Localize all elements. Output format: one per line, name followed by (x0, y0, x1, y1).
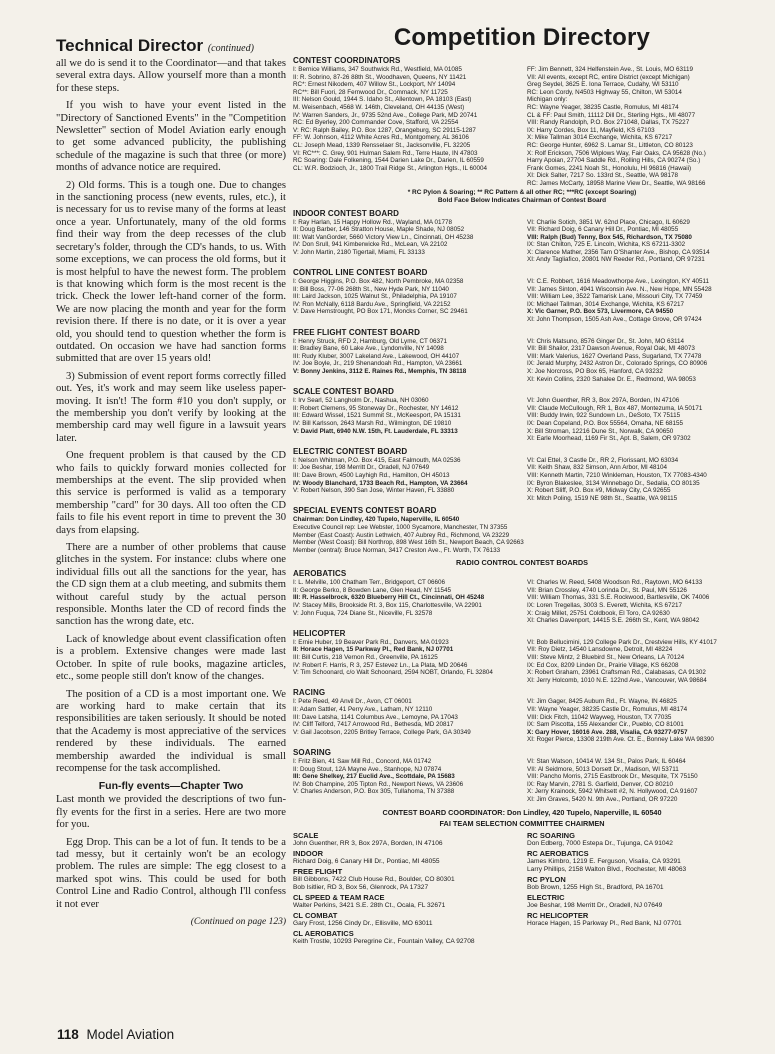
coordinator-line: X: Mike Tallman 3014 Exchange, Wichita, KS 67217 (527, 134, 673, 142)
paragraph: Lack of knowledge about event classification often is a problem. Extensive changes were made last October. In spite of rule books, magazine articles, etc., some people still don't know of the changes. (56, 633, 286, 683)
member-line: IV: Woody Blanchard, 1733 Beach Rd., Hampton, VA 23664 (293, 479, 468, 487)
contest-boards (293, 209, 751, 503)
member-line: X: Vic Garner, P.O. Box 573, Livermore, CA 94550 (527, 308, 674, 316)
member-line: VIII: Pancho Morris, 2715 Eastbrook Dr., Mesquite, TX 75150 (527, 773, 698, 781)
member-line: XI: Earle Moorhead, 1169 Fir St., Apt. B, Salem, OR 97302 (527, 435, 691, 443)
board-title: SPECIAL EVENTS CONTEST BOARD (293, 506, 437, 516)
member-line: Member (East Coast): Austin Lethwich, 407 Aubrey Rd., Richmond, VA 23229 (293, 531, 510, 539)
coordinator-line: FF: Jim Bennett, 324 Helfenstein Ave., St. Louis, MO 63119 (527, 66, 694, 73)
magazine-name: Model Aviation (86, 1027, 175, 1042)
member-line: VII: Wayne Yeager, 38235 Castle Dr., Romulus, MI 48174 (527, 706, 688, 713)
member-line: X: Robert Sliff, P.O. Box #9, Midway City, CA 92655 (527, 487, 671, 495)
member-line: V: Robert Nelson, 390 San Jose, Winter Haven, FL 33880 (293, 487, 455, 495)
member-line: IX: Sam Piscotta, 155 Alexander Cir., Pueblo, CO 81001 (527, 721, 684, 729)
member-line: VIII: Ralph (Bud) Tenny, Box 545, Richardson, TX 75080 (527, 233, 692, 241)
member-line: II: Bill Boss, 77-06 268th St., New Hyde Park, NY 11040 (293, 285, 449, 293)
subhead: Fun-fly events—Chapter Two (98, 780, 244, 793)
board-title: CONTEST COORDINATORS (293, 56, 401, 65)
board-title: SCALE CONTEST BOARD (293, 387, 395, 397)
member-line: Chairman: Don Lindley, 420 Tupelo, Naperville, IL 60540 (293, 516, 460, 524)
fai-category: INDOOR (293, 848, 323, 858)
member-line: V: John Martin, 2180 Tigertail, Miami, FL 33133 (293, 248, 425, 256)
board-column (293, 698, 517, 744)
coordinator-line: V: RC: Ralph Bailey, P.O. Box 1287, Orangeburg, SC 29115-1287 (293, 126, 476, 134)
member-line: III: Laird Jackson, 1025 Walnut St., Philadelphia, PA 19107 (293, 293, 457, 301)
contest-board (293, 688, 751, 744)
fai-chairman: Horace Hagen, 15 Parkway Pl., Red Bank, NJ 07701 (527, 919, 682, 927)
member-line: I: Irv Searl, 52 Langholm Dr., Nashua, NH 03060 (293, 397, 429, 405)
coordinator-line: I: Bernice Williams, 347 Southwick Rd., Westfield, MA 01085 (293, 66, 462, 73)
member-line: III: Rudy Kluber, 3007 Lakeland Ave., Lakewood, OH 44107 (293, 352, 460, 360)
member-line: VII: Al Seidmore, 5013 Dorsett Dr., Madison, WI 53711 (527, 765, 679, 773)
member-line: IV: Joe Boyle, Jr., 219 Shenandoah Rd., Hampton, VA 23661 (293, 360, 463, 368)
page-footer (57, 1027, 174, 1042)
member-line: II: Joe Beshar, 198 Merritt Dr., Oradell, NJ 07649 (293, 464, 430, 472)
member-line: I: Nelson Whitman, P.O. Box 415, East Falmouth, MA 02536 (293, 456, 461, 464)
member-line: III: R. Hasselbrock, 6320 Blueberry Hill Ct., Cincinnati, OH 45248 (293, 594, 485, 602)
legend-note: * RC Pylon & Soaring; ** RC Pattern & all other RC; ***RC (except Soaring) (407, 188, 637, 196)
member-line: III: Bill Curtis, 218 Vernon Rd., Greenville, PA 16125 (293, 654, 438, 662)
section-title: Technical Director (continued) (56, 36, 254, 55)
member-line: II: Doug Stout, 12A Mayne Ave., Stanhope, NJ 07874 (293, 765, 442, 773)
coordinator-line: CL: Joseph Mead, 1339 Rensselaer St., Jacksonville, FL 32205 (293, 141, 471, 149)
board-title: FREE FLIGHT CONTEST BOARD (293, 327, 420, 337)
member-line: I: Ernie Huber, 19 Beaver Park Rd., Danvers, MA 01923 (293, 638, 449, 646)
member-line: VII: James Sinton, 4941 Wisconsin Ave. N., New Hope, MN 55428 (527, 285, 712, 293)
member-line: XI: Jim Graves, 5420 N. 9th Ave., Portland, OR 97220 (527, 795, 678, 803)
member-line: VIII: Buddy Irwin, 922 Sundown Ln., DeSoto, TX 75115 (527, 412, 681, 420)
fai-category: RC SOARING (527, 830, 575, 840)
member-line: IV: Don Srull, 941 Kimberwicke Rd., McLean, VA 22102 (293, 241, 448, 249)
member-line: X: Bill Stroman, 12216 Dune St., Norwalk, CA 90650 (527, 427, 674, 435)
member-line: IX: Dean Copeland, P.O. Box 55564, Omaha, NE 68155 (527, 419, 684, 427)
board-column (293, 457, 517, 503)
contest-board (293, 569, 751, 625)
fai-chairmen (293, 830, 751, 946)
paragraph: Last month we provided the descriptions of two fun-fly events for the first in a series. Here are two more for you. (56, 794, 286, 831)
coordinator-line: CL: W.R. Bodzioch, Jr., 1800 Trail Ridge St., Arlington Hgts., IL 60004 (293, 164, 488, 172)
fai-chairman: James Kimbro, 1219 E. Ferguson, Visalia, CA 93291 (527, 857, 681, 865)
directory-title: Competition Directory (393, 24, 651, 51)
member-line: VI: Bob Bellucimini, 129 College Park Dr., Crestview Hills, KY 41017 (527, 638, 717, 646)
board-column (527, 278, 751, 324)
member-line: IX: Loren Tregellas, 3003 S. Everett, Wichita, KS 67217 (527, 602, 683, 610)
member-line: V: John Fuqua, 724 Diane St., Niceville, FL 32578 (293, 609, 433, 617)
fai-col-1 (293, 830, 517, 946)
board-column (293, 397, 517, 443)
fai-chairman: Richard Doig, 6 Canary Hill Dr., Pontiac, MI 48055 (293, 857, 440, 865)
contest-coordinators (293, 56, 751, 205)
bold-note: Bold Face Below Indicates Chairman of Contest Board (437, 196, 607, 204)
member-line: Member (West Coast): Bill Northrop, 898 West 16th St., Newport Beach, CA 92663 (293, 539, 524, 547)
member-line: IX: Ed Cox, 8209 Linden Dr., Prairie Village, KS 66208 (527, 661, 679, 669)
technical-director-column (56, 36, 286, 928)
fai-heading: FAI TEAM SELECTION COMMITTEE CHAIRMEN (439, 818, 605, 828)
fai-category: RC HELICOPTER (527, 910, 589, 920)
member-line: VI: Charlie Sotich, 3851 W. 62nd Place, Chicago, IL 60629 (527, 218, 690, 226)
coordinator-line: M. Weisenbach, 4568 W. 146th, Cleveland, OH 44135 (West) (293, 103, 465, 111)
fai-category: FREE FLIGHT (293, 866, 343, 876)
fai-category: CL COMBAT (293, 910, 338, 920)
member-line: XI: Mitch Poling, 1519 NE 98th St., Seattle, WA 98115 (527, 494, 678, 502)
member-line: X: Gary Hover, 16016 Ave. 288, Visalia, CA 93277-9757 (527, 728, 688, 736)
member-line: VIII: Steve Mintz, 2 Bluebird St., New Orleans, LA 70124 (527, 654, 685, 662)
member-line: V: Gail Jacobson, 2205 Britley Terrace, College Park, GA 30349 (293, 728, 471, 736)
member-line: III: Dave Latsha, 1141 Columbus Ave., Lemoyne, PA 17043 (293, 713, 458, 721)
board-column (527, 758, 751, 804)
member-line: VI: Jim Gager, 8425 Auburn Rd., Ft. Wayne, IN 46825 (527, 698, 677, 706)
coordinator-line: XI: Dick Salter, 7217 So. 133rd St., Seattle, WA 98178 (527, 172, 678, 180)
paragraph: One frequent problem is that caused by the CD who fails to quickly forward monies collected for memberships at the event. The slip provided when this service is performed is valid as a temporary membership "card" for 30 days. All too often the CD fails to file his event report in time to prevent the 30 days from elapsing. (56, 450, 286, 536)
continued-note: (Continued on page 123) (190, 917, 286, 927)
fai-col-2 (527, 830, 751, 946)
board-title: HELICOPTER (293, 628, 346, 638)
member-line: Member (central): Bruce Norman, 3417 Creston Ave., Ft. Worth, TX 76133 (293, 546, 501, 554)
coordinators-col-1 (293, 66, 517, 188)
board-title: CONTROL LINE CONTEST BOARD (293, 268, 428, 278)
member-line: VI: Chris Matsuno, 8576 Ginger Dr., St. John, MO 63114 (527, 337, 685, 345)
member-line: XI: Roger Pierce, 13308 219th Ave. Ct. E., Bonney Lake WA 98390 (527, 736, 714, 744)
member-line: I: L. Melville, 100 Chatham Terr., Bridgeport, CT 06606 (293, 579, 446, 587)
paragraph: The position of a CD is a most important one. We are working hard to make certain that its responsibilities are taken seriously. It should be noted that the Academy is most appreciative of the services rendered by these individuals. The earned membership awarded the individual is small recompense for the task accomplished. (56, 688, 286, 774)
member-line: Executive Council rep: Lee Webster, 1000 Sycamore, Manchester, TN 37355 (293, 523, 508, 531)
board-column (527, 219, 751, 265)
fai-chairman: Keith Trostle, 10293 Peregrine Cir., Fountain Valley, CA 92708 (293, 937, 475, 945)
board-column (527, 338, 751, 384)
member-line: VI: Stan Watson, 10414 W. 134 St., Palos Park, IL 60464 (527, 757, 686, 765)
member-line: II: Robert Clemens, 95 Stoneway Dr., Rochester, NY 14612 (293, 404, 459, 412)
board-column (527, 698, 751, 744)
board-column (527, 639, 751, 685)
coordinator-line: III: Nelson Gould, 1944 S. Idaho St., Allentown, PA 18103 (East) (293, 96, 472, 104)
fai-chairman: Gary Frost, 1256 Cindy Dr., Ellisville, MO 63011 (293, 919, 433, 927)
coordinator-line: RC: Leon Cordy, N4503 Highway 55, Chilton, WI 53014 (527, 88, 682, 96)
contest-board (293, 447, 751, 503)
member-line: IX: Michael Tallman, 3014 Exchange, Wichita, KS 67217 (527, 300, 685, 308)
member-line: I: Fritz Bien, 41 Saw Mill Rd., Concord, MA 01742 (293, 757, 432, 765)
member-line: IX: Stan Chilton, 725 E. Lincoln, Wichita, KS 67211-3302 (527, 241, 686, 249)
contest-board (293, 387, 751, 443)
coordinator-line: RC: Ed Byerley, 200 Commander Cove, Stafford, VA 22554 (293, 119, 459, 127)
member-line: V: Dave Hemstrought, PO Box 171, Moncks Corner, SC 29461 (293, 308, 468, 316)
contest-board (293, 268, 751, 324)
paragraph: If you wish to have your event listed in the "Directory of Sanctioned Events" in the "Competition Newsletter" section of Model Aviation early enough to get some advanced publicity, the publishing schedule of the magazine is such that three (or more) months of advance notice are required. (56, 100, 286, 174)
member-line: II: Horace Hagen, 15 Parkway Pl., Red Bank, NJ 07701 (293, 646, 454, 654)
member-line: IX: Jerald Murphy, 2432 Astron Dr., Colorado Springs, CO 80906 (527, 360, 708, 368)
member-line: VI: John Guenther, RR 3, Box 297A, Borden, IN 47106 (527, 397, 680, 405)
paragraph: There are a number of other problems that cause glitches in the system. For instance: clubs where one individual fills out all the sanctions for the year, has the CD sign them at a club meeting, and submits them without careful study by the actual person responsible. Months later the CD of record finds the sanction has the wrong date, etc. (56, 542, 286, 628)
fai-category: RC AEROBATICS (527, 848, 589, 858)
coordinator-line: VII: All events, except RC, entire District (except Michigan) (527, 73, 690, 81)
paragraph: 2) Old forms. This is a tough one. Due to changes in the sanctioning process (new events, rules, etc.), it is necessary for us to revise many of the forms at least once a year. Unfortunately, many of the old forms find their way from the deep recesses of the club secretary's folder, through the CD's hands, to us. With some exceptions, we can process the old forms, but it is most helpful to have the newest form. The problem is that knowing which form is the most recent is the trick. Check the lower left-hand corner of the form. We are now placing the month and year for the form revision there. If there is no date, or it is over a year old, you should tend to question whether the form is outdated. On occasion we have had sanction forms submitted that are over 15 years old! (56, 179, 286, 365)
member-line: VI: C.E. Robbert, 1616 Meadowthorpe Ave., Lexington, KY 40511 (527, 278, 710, 286)
member-line: X: Craig Millet, 25751 Coldbook, El Toro, CA 92630 (527, 609, 670, 617)
fai-chairman: Don Edberg, 7000 Estepa Dr., Tujunga, CA 91042 (527, 839, 673, 847)
board-title: INDOOR CONTEST BOARD (293, 208, 399, 218)
fai-category: ELECTRIC (527, 892, 565, 902)
member-line: X: Joe Norcross, PO Box 65, Hanford, CA 93232 (527, 368, 663, 375)
member-line: VIII: William Thomas, 331 S.E. Rockwood, Bartlesville, OK 74006 (527, 594, 710, 602)
member-line: VII: Brian Crossley, 4740 Lorinda Dr., St. Paul, MN 55126 (527, 586, 687, 594)
coordinator-line: RC: George Hunter, 6962 S. Lamar St., Littleton, CO 80123 (527, 141, 693, 149)
member-line: VIII: Mark Valerius, 1627 Overland Pass, Sugarland, TX 77478 (527, 352, 702, 360)
competition-directory (293, 24, 751, 946)
fai-chairman: Walter Perkins, 3421 S.E. 28th Ct., Ocala, FL 32671 (293, 901, 446, 909)
coordinator-line: IX: Harry Cordes, Box 11, Mayfield, KS 67103 (527, 126, 655, 134)
member-line: IV: Bill Karlsson, 2643 Marsh Rd., Wilmington, DE 19810 (293, 419, 452, 427)
contest-board (293, 328, 751, 384)
board-column (527, 397, 751, 443)
member-line: XI: Andy Tagliafico, 20801 NW Reeder Rd., Portland, OR 97231 (527, 256, 705, 264)
fai-category: RC PYLON (527, 874, 566, 884)
member-line: II: George Berko, 8 Bowden Lane, Glen Head, NY 11545 (293, 586, 451, 594)
member-line: II: Bradley Bane, 60 Lake Ave., Lyndonville, NY 14098 (293, 345, 444, 353)
coordinator-line: IV: Warren Sanders, Jr., 9735 52nd Ave., College Park, MD 20741 (293, 111, 478, 119)
board-column (527, 579, 751, 625)
special-events-board (293, 506, 751, 554)
member-line: I: Henry Struck, RFD 2, Hamburg, Old Lyme, CT 06371 (293, 337, 447, 345)
coordinator-line: RC Soaring: Dale Folkening, 1544 Darien Lake Dr., Darien, IL 60559 (293, 157, 484, 165)
member-line: X: Jerry Krainock, 5942 Whitsett #2, N. Hollywood, CA 91607 (527, 788, 698, 796)
member-line: IV: Stacey Mills, Brookside Rt. 3, Box 115, Charlottesville, VA 22901 (293, 602, 482, 610)
member-line: XI: Charles Davenport, 14415 S.E. 266th St., Kent, WA 98042 (527, 617, 700, 625)
contest-board (293, 629, 751, 685)
member-line: X: Robert Graham, 23961 Craftsman Rd., Calabasas, CA 91302 (527, 669, 706, 677)
coordinator-line: X: Rolf Erickson, 7506 Wiplows Way, Fair Oaks, CA 95628 (No.) (527, 149, 706, 157)
member-line: VIII: Kenneth Martin, 7210 Winkleman, Houston, TX 77083-4340 (527, 471, 707, 479)
board-column (293, 579, 517, 625)
coordinator-line: FF: W. Johnson, 4112 White Acres Rd., Montgomery, AL 36106 (293, 134, 469, 142)
member-line: III: Walt VanGorder, 5660 Victory View Ln., Cincinnati, OH 45238 (293, 233, 474, 241)
coordinator-line: Michigan only: (527, 96, 568, 104)
member-line: I: George Higgins, P.O. Box 482, North Pembroke, MA 02358 (293, 278, 464, 286)
member-line: V: Charles Anderson, P.O. Box 305, Tullahoma, TN 37388 (293, 788, 455, 796)
coordinators-col-2 (527, 66, 751, 188)
paragraph: all we do is send it to the Coordinator—and that takes several extra days. Allow yourself more than a month for these steps. (56, 58, 286, 94)
fai-category: SCALE (293, 830, 319, 840)
fai-chairman: Joe Beshar, 198 Merritt Dr., Oradell, NJ 07649 (527, 901, 663, 909)
member-line: IX: Ray Marvin, 2781 S. Garfield, Denver, CO 80210 (527, 780, 673, 788)
contest-board (293, 748, 751, 804)
member-line: IV: Cliff Telford, 7417 Arrowood Rd., Bethesda, MD 20817 (293, 721, 454, 729)
member-line: VII: Roy Dietz, 14540 Lansdowne, Detroit, MI 48224 (527, 646, 673, 654)
member-line: III: Gene Shelkey, 217 Euclid Ave., Scottdale, PA 15683 (293, 773, 455, 781)
member-line: VIII: William Lee, 3522 Tamarisk Lane, Missouri City, TX 77459 (527, 293, 703, 301)
coordinator-line: RC*: Ernest Nikodem, 407 Willow St., Lockport, NY 14094 (293, 81, 456, 89)
coordinator-line: VI: RC***: C. Grey, 901 Hulman Salem Rd., Terre Haute, IN 47803 (293, 149, 478, 157)
paragraph: 3) Submission of event report forms correctly filled out. Yes, it's work and may seem like useless paper-moving. It isn't! The form #10 you don't supply, or the membership you don't verify by looking at the membership card may well figure in a lawsuit years later. (56, 370, 286, 444)
board-column (293, 219, 517, 265)
coordinator-line: RC**: Bill Fuori, 28 Fernwood Dr., Commack, NY 11725 (293, 88, 448, 96)
fai-category: CL SPEED & TEAM RACE (293, 892, 385, 902)
member-line: VI: Charles W. Reed, 5408 Woodson Rd., Raytown, MO 64133 (527, 579, 703, 587)
coordinator-line: RC: James McCarty, 18958 Marine View Dr., Seattle, WA 98166 (527, 179, 706, 187)
coordinator-line: Greg Seydel, 3625 E. Iona Terrace, Cudahy, WI 53110 (527, 81, 679, 89)
member-line: IX: Byron Blakeslee, 3134 Winnebago Dr., Sedalia, CO 80135 (527, 479, 700, 487)
member-line: IV: Bob Champine, 205 Tipton Rd., Newport News, VA 23606 (293, 780, 464, 788)
member-line: V: Bonny Jenkins, 3112 E. Raines Rd., Memphis, TN 38118 (293, 368, 467, 375)
member-line: X: Clarence Mather, 2356 Tam O'Shanter Ave., Bishop, CA 93514 (527, 248, 710, 256)
paragraph: Egg Drop. This can be a lot of fun. It tends to be a tad messy, but it certainly won't be an ecology problem. The rules are simple: The egg closest to a marked spot wins. This could be used for both Control Line and Radio Control, although I'll confess it not ever (56, 836, 286, 910)
board-title: AEROBATICS (293, 569, 347, 579)
member-line: II: Adam Sattler, 41 Perry Ave., Latham, NY 12110 (293, 706, 433, 713)
board-title: SOARING (293, 747, 332, 757)
special-lines (293, 516, 751, 554)
member-line: VII: Claude McCullough, RR 1, Box 487, Montezuma, IA 50171 (527, 404, 703, 412)
member-line: II: Doug Barber, 146 Stratton House, Maple Shade, NJ 08052 (293, 226, 465, 234)
page-number: 118 (57, 1027, 79, 1042)
board-title: ELECTRIC CONTEST BOARD (293, 446, 408, 456)
member-line: III: Edward Wissel, 1521 Summit St., McKeesport, PA 15131 (293, 412, 461, 420)
fai-category: CL AEROBATICS (293, 928, 354, 938)
fai-chairman: Bill Gibbons, 7422 Club House Rd., Boulder, CO 80301 (293, 875, 455, 883)
coordinator-line: RC: Wayne Yeager, 38235 Castle, Romulus, MI 48174 (527, 103, 679, 111)
contest-board (293, 209, 751, 265)
board-column (293, 278, 517, 324)
board-title: RACING (293, 688, 326, 698)
board-column (293, 639, 517, 685)
coordinator-line: Frank Gomes, 2241 Noah St., Honolulu, HI 96816 (Hawaii) (527, 164, 692, 172)
board-column (527, 457, 751, 503)
member-line: VII: Bill Shailor, 2317 Dawson Avenue, Royal Oak, MI 48073 (527, 345, 695, 353)
fai-chairman: Bob Isitlier, RD 3, Box 56, Glenrock, PA 17327 (293, 883, 429, 891)
member-line: I: Ray Harlan, 15 Happy Hollow Rd., Wayland, MA 01778 (293, 218, 453, 226)
member-line: VII: Richard Doig, 6 Canary Hill Dr., Pontiac, MI 48055 (527, 226, 679, 234)
fai-chairman: Bob Brown, 1255 High St., Bradford, PA 16701 (527, 883, 664, 891)
member-line: XI: Kevin Collins, 2320 Sahalee Dr. E., Redmond, WA 98053 (527, 375, 696, 383)
coordinator-line: CL & FF: Paul Smith, 11112 Dill Dr., Sterling Hgts., MI 48077 (527, 111, 696, 119)
rc-boards-heading: RADIO CONTROL CONTEST BOARDS (455, 558, 589, 568)
rc-contest-boards (293, 569, 751, 803)
member-line: VIII: Dick Fitch, 11042 Wayweg, Houston, TX 77035 (527, 713, 672, 721)
member-line: V: David Platt, 6940 N.W. 15th, Ft. Lauderdale, FL 33313 (293, 427, 458, 435)
coordinator-line: VIII: Randy Randolph, P.O. Box 271048, Dallas, TX 75227 (527, 119, 690, 127)
board-column (293, 758, 517, 804)
member-line: XI: John Thompson, 1505 Ash Ave., Cottage Grove, OR 97424 (527, 316, 702, 324)
member-line: IV: Ron McNally, 6118 Bardu Ave., Springfield, VA 22152 (293, 300, 451, 308)
coordinator-line: Harry Apoian, 27704 Saddle Rd., Rolling Hills, CA 90274 (So.) (527, 157, 701, 165)
member-line: VI: Cal Ettel, 3 Castle Dr., RR 2, Florissant, MO 63034 (527, 456, 679, 464)
fai-chairman: John Guenther, RR 3, Box 297A, Borden, IN 47106 (293, 839, 443, 847)
member-line: VII: Keith Shaw, 832 Simson, Ann Arbor, MI 48104 (527, 464, 668, 472)
member-line: IV: Robert F. Harris, R 3, 257 Estevez Ln., La Plata, MD 20646 (293, 661, 468, 669)
member-line: V: Tim Schoonard, c/o Walt Schoonard, 2594 NOBT, Orlando, FL 32804 (293, 669, 493, 677)
member-line: XI: Jerry Holcomb, 1010 N.E. 122nd Ave., Vancouver, WA 98684 (527, 676, 707, 684)
member-line: I: Pete Reed, 49 Anvil Dr., Avon, CT 06001 (293, 698, 412, 706)
coordinator-line: CONTEST BOARD COORDINATOR: Don Lindley, 420 Tupelo, Naperville, IL 60540 (382, 807, 662, 817)
board-column (293, 338, 517, 384)
member-line: III: Dave Brown, 4500 Layhigh Rd., Hamilton, OH 45013 (293, 471, 450, 479)
fai-chairman: Larry Phillips, 2158 Walton Blvd., Rochester, MI 48063 (527, 865, 687, 873)
coordinator-line: II: R. Sobrino, 87-26 88th St., Woodhaven, Queens, NY 11421 (293, 73, 467, 81)
